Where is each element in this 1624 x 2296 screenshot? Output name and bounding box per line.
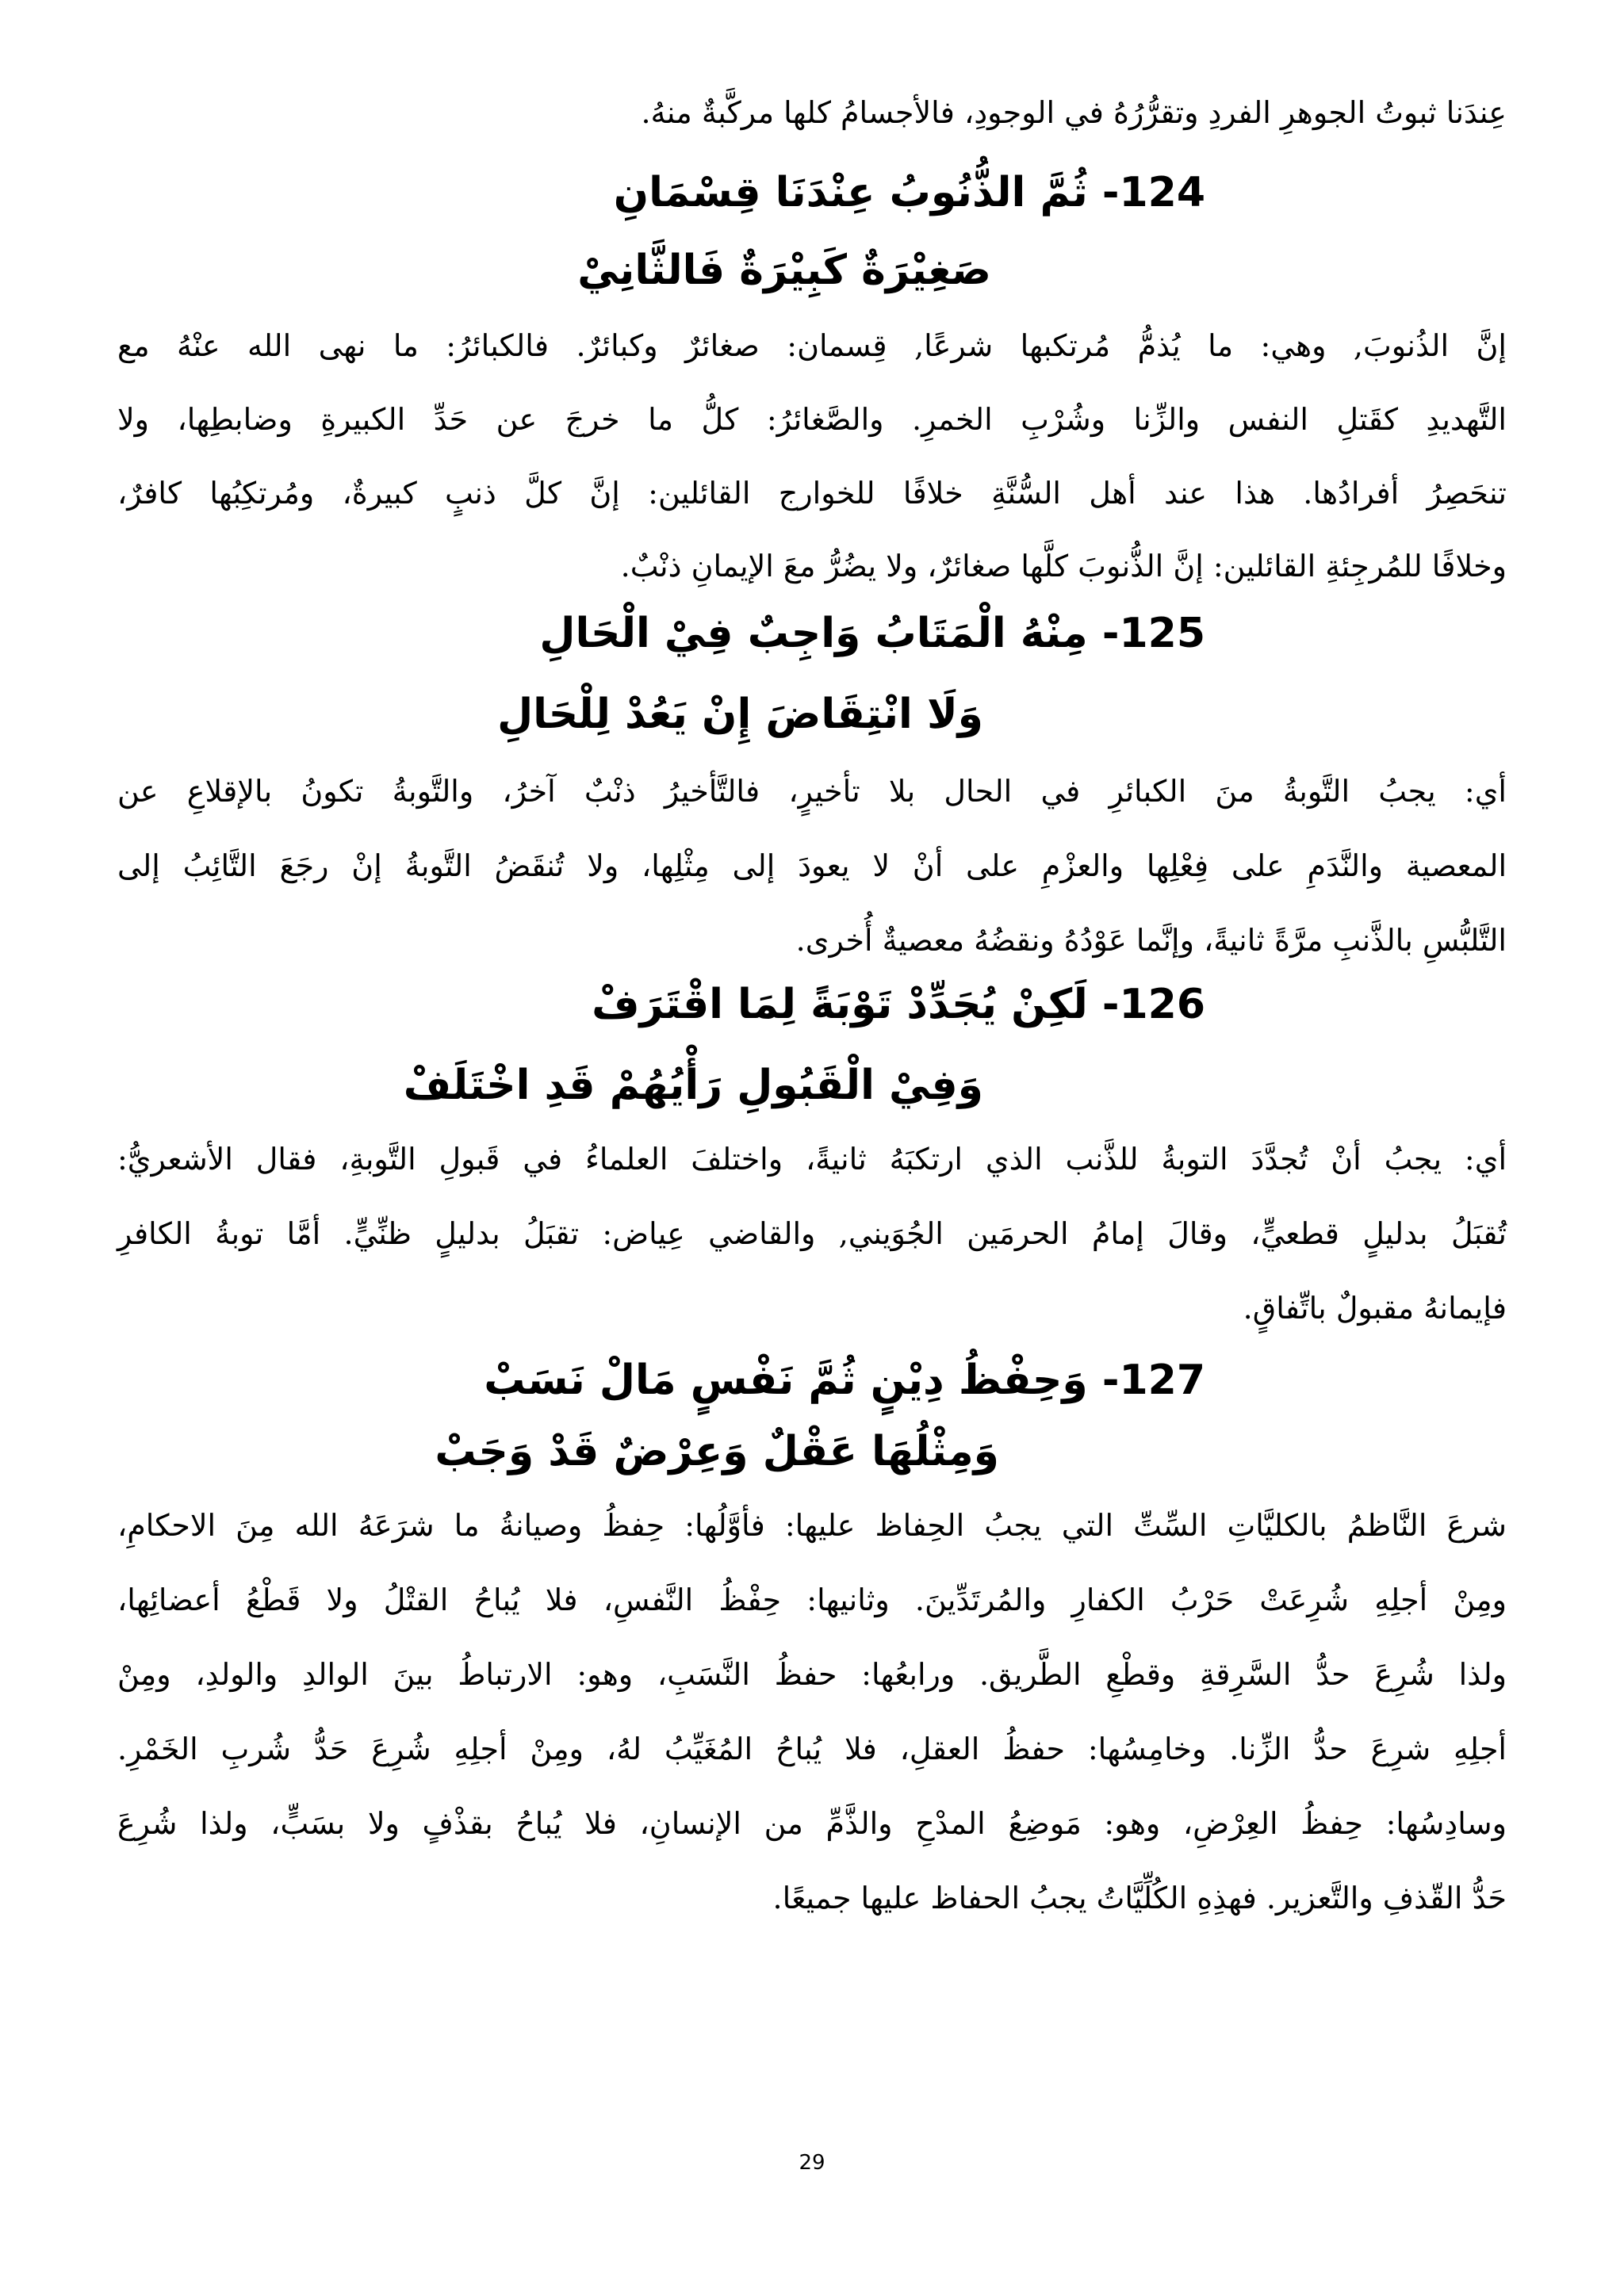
verse-line-2-126: وَفِيْ الْقَبُولِ رَأْيُهُمْ قَدِ اخْتَلَفْ xyxy=(403,1062,983,1109)
page-number: 29 xyxy=(799,2151,825,2175)
verse-number: 126- xyxy=(1101,981,1205,1028)
document-page xyxy=(117,76,1507,2217)
paragraph-line: فإيمانهُ مقبولٌ باتِّفاقٍ. xyxy=(1243,1291,1507,1326)
verse-heading-126 xyxy=(592,974,1205,1035)
paragraph-line: حَدُّ القّذفِ والتَّعزير. فهذِهِ الكُلِّيَّاتُ يجبُ الحفاظ عليها جميعًا. xyxy=(772,1881,1507,1915)
verse-line-2-125: وَلَا انْتِقَاضَ إِنْ يَعُدْ لِلْحَالِ xyxy=(497,691,983,738)
verse-heading-125 xyxy=(539,603,1205,664)
text-line: عِندَنا ثبوتُ الجوهرِ الفردِ وتقرُّرُهُ في الوجودِ، فالأجسامُ كلها مركَّبةٌ منهُ. xyxy=(641,95,1507,130)
paragraph-line: أي: يجبُ التَّوبةُ منَ الكبائرِ في الحال بلا تأخيرٍ، فالتَّأخيرُ ذنْبٌ آخرُ، والتَّوبةُ تكونُ بالإقلاعِ عن xyxy=(117,774,1507,809)
paragraph-line: أي: يجبُ أنْ تُجدَّدَ التوبةُ للذَّنب الذي ارتكبَهُ ثانيةً، واختلفَ العلماءُ في قَبولِ التَّوبةِ، فقال الأشعريُّ: xyxy=(117,1142,1507,1177)
paragraph-line: شرعَ النَّاظمُ بالكليَّاتِ السِّتِّ التي يجبُ الحِفاظ عليها: فأوَّلُها: حِفظُ وصيانةُ ما شرَعَهُ الله مِنَ الاحكامِ، xyxy=(117,1508,1507,1543)
paragraph-line: أجلِهِ شرِعَ حدُّ الزِّنا. وخامِسُها: حفظُ العقلِ، فلا يُباحُ المُغَيِّبُ لهُ، ومِنْ أجلِهِ شُرِعَ حَدُّ شُربِ الخَمْرِ. xyxy=(117,1732,1507,1766)
paragraph-line: ولذا شُرِعَ حدُّ السَّرِقةِ وقطْعِ الطَّريق. ورابعُها: حفظُ النَّسَبِ، وهو: الارتباطُ بينَ الوالدِ والولدِ، ومِنْ xyxy=(117,1657,1507,1692)
paragraph-line: التَّلبُّسِ بالذَّنبِ مرَّةً ثانيةً، وإنَّما عَوْدُهُ ونقضُهُ معصيةٌ أُخرى. xyxy=(795,923,1507,958)
verse-line-1: مِنْهُ الْمَتَابُ وَاجِبٌ فِيْ الْحَالِ xyxy=(539,610,1088,657)
verse-line-1: ثُمَّ الذُّنُوبُ عِنْدَنَا قِسْمَانِ xyxy=(613,169,1088,216)
paragraph-line: وخلافًا للمُرجِئةِ القائلين: إنَّ الذُّنوبَ كلَّها صغائرٌ، ولا يضُرُّ معَ الإيمانِ ذنْبٌ. xyxy=(620,549,1507,584)
verse-line-2-124: صَغِيْرَةٌ كَبِيْرَةٌ فَالثَّانِيْ xyxy=(577,247,991,294)
verse-heading-124 xyxy=(614,162,1205,224)
verse-number: 124- xyxy=(1101,169,1205,216)
verse-line-1: لَكِنْ يُجَدِّدْ تَوْبَةً لِمَا اقْتَرَفْ xyxy=(592,981,1088,1028)
paragraph-line: إنَّ الذُنوبَ, وهي: ما يُذمُّ مُرتكبها شرعًا, قِسمان: صغائرٌ وكبائرٌ. فالكبائرُ: ما نهى الله عنْهُ مع xyxy=(117,328,1507,363)
verse-number: 125- xyxy=(1101,610,1205,657)
paragraph-line: تنحَصِرُ أفرادُها. هذا عند أهل السُّنَّةِ خلافًا للخوارج القائلين: إنَّ كلَّ ذنبٍ كبيرةٌ، ومُرتكِبُها كافرٌ، xyxy=(117,476,1507,511)
verse-line-1: وَحِفْظُ دِيْنٍ ثُمَّ نَفْسٍ مَالْ نَسَبْ xyxy=(484,1357,1088,1404)
verse-line-2-127: وَمِثْلُهَا عَقْلٌ وَعِرْضٌ قَدْ وَجَبْ xyxy=(435,1428,999,1475)
verse-number: 127- xyxy=(1101,1357,1205,1404)
paragraph-line: ومِنْ أجلِهِ شُرِعَتْ حَرْبُ الكفارِ والمُرتَدِّينَ. وثانيها: حِفْظُ النَّفسِ، فلا يُباحُ القتْلُ ولا قَطْعُ أعضائِها، xyxy=(117,1582,1507,1617)
paragraph-line: وسادِسُها: حِفظُ العِرْضِ، وهو: مَوضِعُ المدْحِ والذَّمِّ من الإنسانِ، فلا يُباحُ بقذْفٍ ولا بسَبٍّ، ولذا شُرِعَ xyxy=(117,1806,1507,1841)
paragraph-line: التَّهديدِ كقَتلِ النفس والزِّنا وشُرْبِ الخمرِ. والصَّغائرُ: كلُّ ما خرجَ عن حَدِّ الكبيرةِ وضابطِها، ولا xyxy=(117,402,1507,437)
paragraph-line: المعصية والنَّدَمِ على فِعْلِها والعزْمِ على أنْ لا يعودَ إلى مِثْلِها، ولا تُنقَضُ التَّوبةُ إنْ رجَعَ التَّائِبُ إلى xyxy=(117,848,1507,883)
verse-heading-127 xyxy=(484,1349,1205,1411)
paragraph-line: تُقبَلُ بدليلٍ قطعيٍّ، وقالَ إمامُ الحرمَين الجُوَيني, والقاضي عِياض: تقبَلُ بدليلٍ ظنِّيٍّ. أمَّا توبةُ الكافرِ xyxy=(117,1216,1507,1251)
